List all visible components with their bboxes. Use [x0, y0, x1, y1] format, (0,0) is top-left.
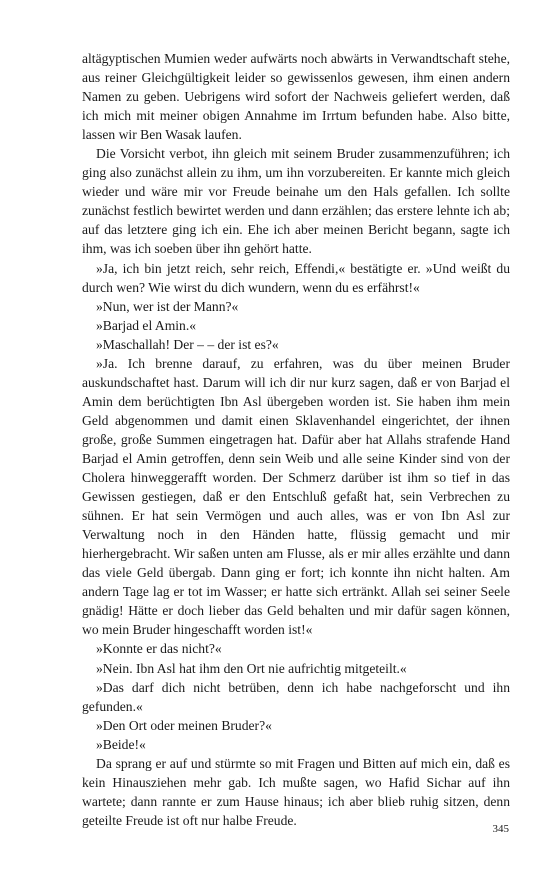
paragraph: »Maschallah! Der – – der ist es?«: [96, 336, 279, 352]
paragraph: »Ja. Ich brenne darauf, zu erfahren, was du über meinen Bruder auskundschaftet hast. Darum will ich dir nur kurz sagen, daß er von Barjad el Amin dem berüchtigten Ibn Asl übergeben worden ist. Sie haben ihm mein Geld abgenommen und damit einen Sklavenhandel eingerichtet, der ihnen große, große Summen eingetragen hat. Dafür aber hat Allahs strafende Hand Barjad el Amin getroffen, denn sein Weib und alle seine Kinder sind von der Cholera hinweggerafft worden. Der Schmerz darüber ist ihm so tief in das Gewissen gestiegen, daß er den Entschluß gefaßt hat, sein Verbrechen zu sühnen. Er hat sein Vermögen und auch alles, was er von Ibn Asl zur Verwaltung noch in den Händen hatte, flüssig gemacht und mir hierhergebracht. Wir saßen unten am Flusse, als er mir alles erzählte und dann das viele Geld übergab. Dann ging er fort; ich konnte ihn nicht halten. Am andern Tage lag er tot im Wasser; er hatte sich ertränkt. Allah sei seiner Seele gnädig! Hätte er doch lieber das Geld behalten und mir dafür sagen können, wo mein Bruder hingeschafft worden ist!«: [82, 355, 510, 638]
paragraph: »Nein. Ibn Asl hat ihm den Ort nie aufrichtig mitgeteilt.«: [96, 660, 407, 676]
page-body: [82, 49, 510, 830]
paragraph: »Den Ort oder meinen Bruder?«: [96, 717, 272, 733]
paragraph: »Konnte er das nicht?«: [96, 641, 222, 657]
paragraph: »Das darf dich nicht betrüben, denn ich habe nachgeforscht und ihn gefunden.«: [82, 679, 510, 714]
paragraph: Die Vorsicht verbot, ihn gleich mit seinem Bruder zusammenzuführen; ich ging also zunächst allein zu ihm, um ihn vorzubereiten. Er kannte mich gleich wieder und wäre mir vor Freude beinahe um den Hals gefallen. Ich sollte zunächst festlich bewirtet werden und dann erzählen; das erstere lehnte ich ab; auf das letztere ging ich ein. Ehe ich aber meinen Bericht begann, sagte ich ihm, was ich soeben über ihn gehört hatte.: [82, 146, 510, 257]
paragraph: »Barjad el Amin.«: [96, 317, 197, 333]
paragraph: »Nun, wer ist der Mann?«: [96, 298, 239, 314]
paragraph: »Ja, ich bin jetzt reich, sehr reich, Effendi,« bestätigte er. »Und weißt du durch wen? Wie wirst du dich wundern, wenn du es erfährst!«: [82, 260, 510, 295]
page-number: 345: [492, 823, 509, 835]
paragraph: Da sprang er auf und stürmte so mit Fragen und Bitten auf mich ein, daß es kein Hinausziehen mehr gab. Ich mußte sagen, wo Hafid Sichar auf ihn wartete; dann rannte er zum Hause hinaus; ich aber blieb ruhig sitzen, denn geteilte Freude ist oft nur halbe Freude.: [82, 755, 510, 828]
paragraph: altägyptischen Mumien weder aufwärts noch abwärts in Verwandtschaft stehe, aus reiner Gleichgültigkeit leider so gewissenlos gewesen, ihm einen andern Namen zu geben. Uebrigens wird sofort der Nachweis geliefert werden, daß ich mich mit meiner obigen Annahme im Irrtum befunden habe. Also bitte, lassen wir Ben Wasak laufen.: [82, 51, 510, 143]
paragraph: »Beide!«: [96, 736, 146, 752]
